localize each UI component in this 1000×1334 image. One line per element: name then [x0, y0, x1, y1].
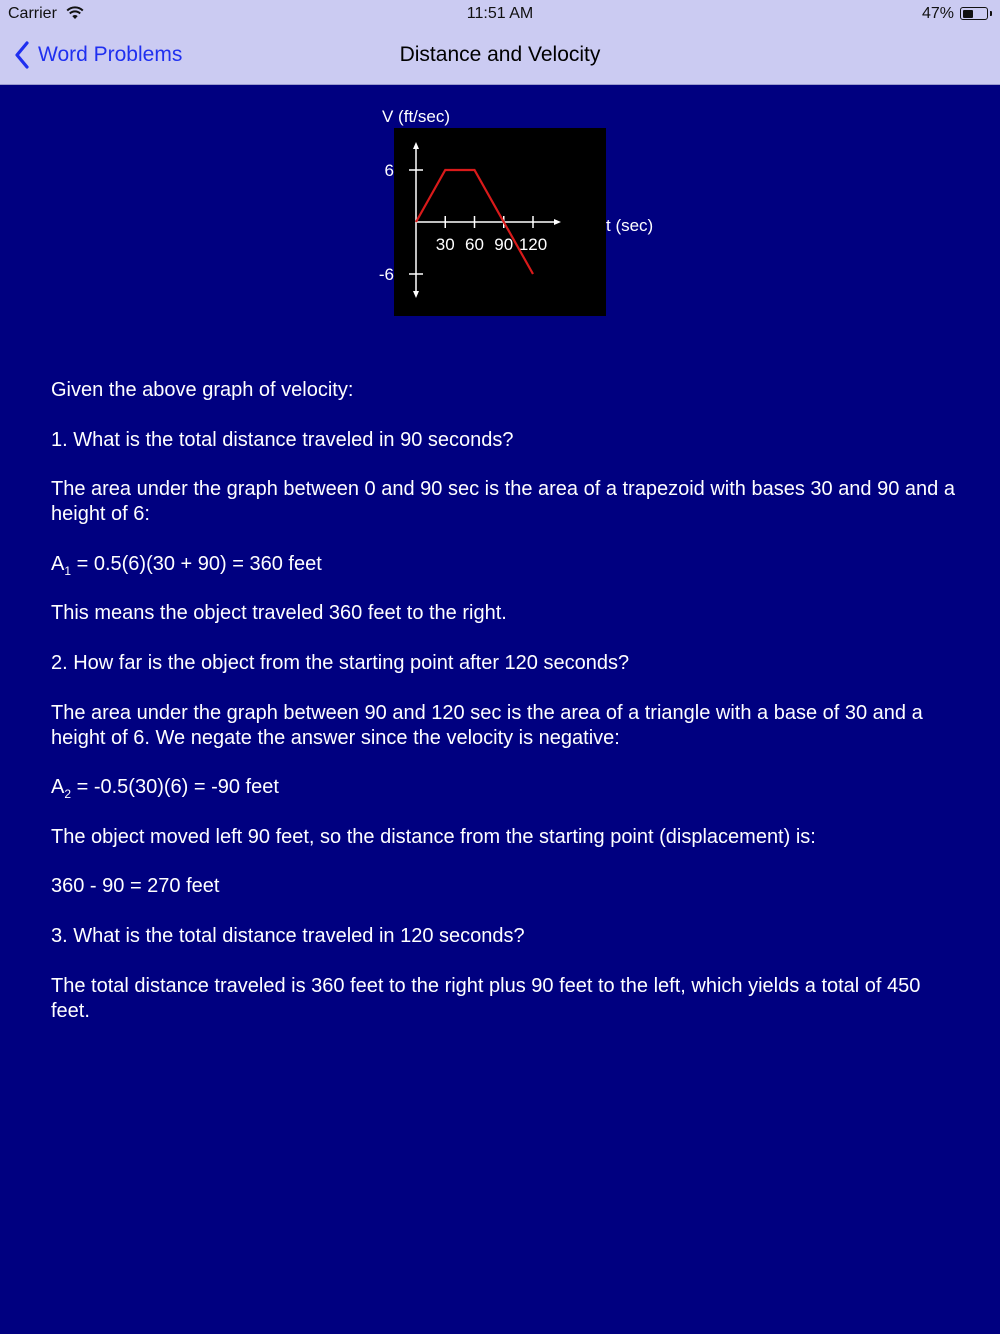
carrier-label: Carrier — [8, 5, 57, 22]
x-axis-label: t (sec) — [606, 216, 654, 235]
status-bar — [0, 0, 1000, 28]
answer-2-meaning: The object moved left 90 feet, so the distance from the starting point (displacement) is: — [51, 825, 816, 848]
solution-text — [51, 378, 956, 1048]
answer-1-meaning: This means the object traveled 360 feet to the right. — [51, 602, 507, 625]
x-tick-label: 60 — [465, 235, 484, 254]
y-tick-label: -6 — [378, 265, 394, 284]
y-tick-label: 6 — [384, 161, 394, 180]
answer-2-formula: $A_2 = -0.5(30)(6) = -90$ feet — [51, 776, 279, 802]
answer-2-explanation: The area under the graph between 90 and 120 sec is the area of a triangle with a base of 30 and a height of 6. We negate the answer since the velocity is negative: — [51, 701, 923, 749]
answer-1-formula: $A_1 = 0.5(6)(30 + 90) = 360$ feet — [51, 552, 322, 578]
battery-icon — [960, 7, 988, 20]
answer-2-result: 360 - 90 = 270 feet — [51, 875, 220, 898]
y-axis-label: V (ft/sec) — [382, 107, 451, 126]
question-2: 2. How far is the object from the starting point after 120 seconds? — [51, 651, 630, 674]
status-time: 11:51 AM — [466, 5, 534, 22]
battery-percent: 47% — [921, 5, 954, 22]
intro-text: Given the above graph of velocity: — [51, 379, 354, 401]
velocity-graph — [330, 100, 690, 330]
navigation-bar — [0, 0, 1000, 85]
question-1: 1. What is the total distance traveled in 90 seconds? — [51, 428, 514, 451]
x-tick-label: 30 — [435, 235, 455, 254]
x-tick-label: 120 — [518, 235, 548, 254]
question-3: 3. What is the total distance traveled in 120 seconds? — [51, 924, 525, 947]
back-button-label: Word Problems — [38, 43, 183, 66]
answer-3: The total distance traveled is 360 feet to the right plus 90 feet to the left, which yields a total of 450 feet. — [51, 974, 921, 1022]
x-tick-label: 90 — [494, 235, 514, 254]
velocity-chart — [330, 100, 690, 330]
answer-1-explanation: The area under the graph between 0 and 90 sec is the area of a trapezoid with bases 30 and 90 and a height of 6: — [51, 478, 955, 526]
page-title: Distance and Velocity — [399, 43, 601, 66]
